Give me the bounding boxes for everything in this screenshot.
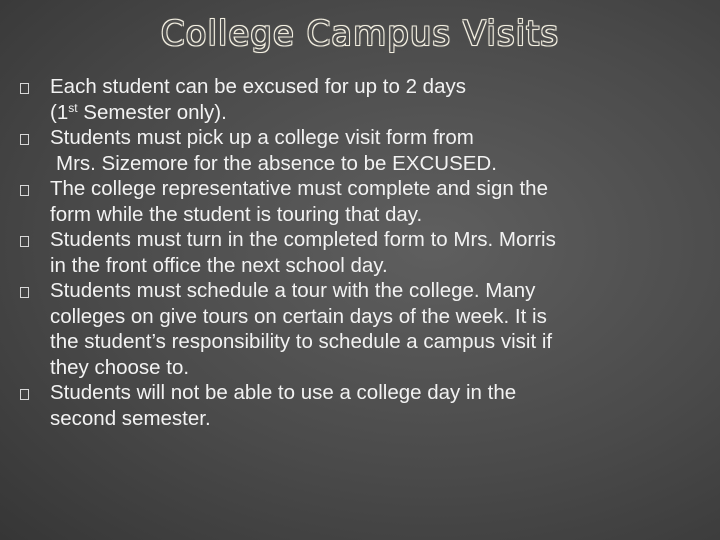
bullet-line: in the front office the next school day. <box>50 253 388 277</box>
bullet-line: they choose to. <box>50 355 190 379</box>
bullet-line: form while the student is touring that day. <box>50 202 423 226</box>
superscript: st <box>68 100 78 115</box>
bullet-line: Students must pick up a college visit form from <box>50 126 474 149</box>
bullet-item <box>20 74 700 125</box>
bullet-item <box>20 176 700 227</box>
checkbox-square-icon <box>20 236 29 247</box>
bullet-line: Students will not be able to use a college day in the <box>50 381 517 404</box>
bullet-line: The college representative must complete and sign the <box>50 177 548 200</box>
bullet-line: Each student can be excused for up to 2 days <box>50 75 466 98</box>
checkbox-square-icon <box>20 287 29 298</box>
bullet-line: (1st Semester only). <box>50 100 227 124</box>
bullet-item <box>20 380 700 431</box>
slide-title: College Campus Visits <box>160 14 560 54</box>
bullet-item <box>20 278 700 380</box>
bullet-item <box>20 227 700 278</box>
bullet-item <box>20 125 700 176</box>
checkbox-square-icon <box>20 83 29 94</box>
checkbox-square-icon <box>20 134 29 145</box>
bullet-line: second semester. <box>50 406 211 430</box>
bullet-line: Mrs. Sizemore for the absence to be EXCUSED. <box>56 151 497 175</box>
checkbox-square-icon <box>20 389 29 400</box>
checkbox-square-icon <box>20 185 29 196</box>
bullet-line: colleges on give tours on certain days of the week. It is <box>50 304 547 328</box>
bullet-line: the student’s responsibility to schedule a campus visit if <box>50 330 553 353</box>
bullet-list <box>20 74 700 431</box>
bullet-line: Students must schedule a tour with the college. Many <box>50 279 536 302</box>
bullet-line: Students must turn in the completed form to Mrs. Morris <box>50 228 556 251</box>
